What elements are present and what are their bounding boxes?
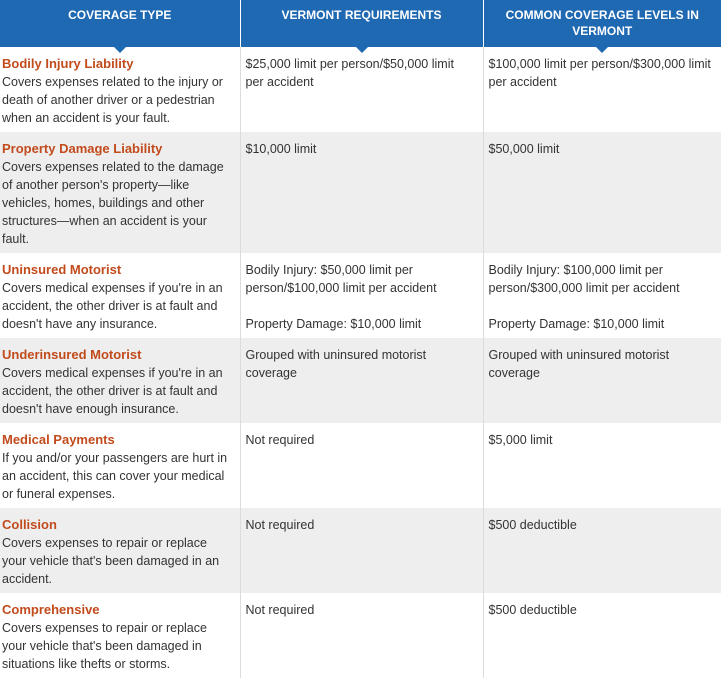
common-level-text: $100,000 limit per person/$300,000 limit per accident [488, 57, 711, 89]
table-row [0, 508, 721, 593]
table-row [0, 47, 721, 132]
header-vermont-requirements [240, 0, 483, 47]
requirement-cell [240, 253, 483, 338]
requirement-text: Grouped with uninsured motorist coverage [245, 348, 427, 380]
common-level-text: $50,000 limit [488, 142, 560, 156]
common-level-cell [483, 132, 721, 253]
header-pointer-icon [113, 46, 127, 53]
requirement-cell [240, 423, 483, 508]
coverage-cell [0, 423, 240, 508]
common-level-cell [483, 47, 721, 132]
table-row [0, 253, 721, 338]
coverage-cell [0, 508, 240, 593]
requirement-cell [240, 338, 483, 423]
header-common-levels [483, 0, 721, 47]
requirement-text: Not required [245, 518, 315, 532]
coverage-description: Covers expenses to repair or replace your vehicle that's been damaged in an accident. [2, 536, 220, 586]
common-level-cell [483, 253, 721, 338]
common-level-text: $500 deductible [488, 518, 577, 532]
table-row [0, 593, 721, 678]
header-coverage-type [0, 0, 240, 47]
common-level-cell [483, 508, 721, 593]
requirement-cell [240, 47, 483, 132]
common-level-text: $500 deductible [488, 603, 577, 617]
requirement-cell [240, 508, 483, 593]
requirement-cell [240, 132, 483, 253]
requirement-text: $10,000 limit [245, 142, 317, 156]
coverage-description: Covers expenses related to the damage of another person's property—like vehicles, homes, buildings and other structures—when an accident is your fault. [2, 160, 224, 246]
table-row [0, 132, 721, 253]
requirement-text: Not required [245, 433, 315, 447]
coverage-name: Medical Payments [2, 432, 115, 447]
common-level-text-secondary: Property Damage: $10,000 limit [488, 317, 665, 331]
coverage-cell [0, 338, 240, 423]
coverage-name: Bodily Injury Liability [2, 56, 134, 71]
header-vermont-requirements-label: VERMONT REQUIREMENTS [281, 8, 442, 22]
header-pointer-icon [595, 46, 609, 53]
coverage-description: If you and/or your passengers are hurt in an accident, this can cover your medical or funeral expenses. [2, 451, 228, 501]
common-level-text: Bodily Injury: $100,000 limit per person/$300,000 limit per accident [488, 263, 680, 295]
common-level-text: $5,000 limit [488, 433, 553, 447]
coverage-name: Underinsured Motorist [2, 347, 142, 362]
common-level-cell [483, 338, 721, 423]
coverage-cell [0, 593, 240, 678]
coverage-cell [0, 132, 240, 253]
common-level-cell [483, 423, 721, 508]
coverage-name: Uninsured Motorist [2, 262, 122, 277]
table-row [0, 338, 721, 423]
requirement-text: Not required [245, 603, 315, 617]
table-body [0, 47, 721, 678]
header-coverage-type-label: COVERAGE TYPE [68, 8, 172, 22]
coverage-description: Covers expenses related to the injury or death of another driver or a pedestrian when an accident is your fault. [2, 75, 223, 125]
header-common-levels-label: COMMON COVERAGE LEVELS IN VERMONT [505, 8, 699, 38]
header-row [0, 0, 721, 47]
coverage-description: Covers medical expenses if you're in an accident, the other driver is at fault and doesn't have any insurance. [2, 281, 223, 331]
common-level-text: Grouped with uninsured motorist coverage [488, 348, 670, 380]
coverage-description: Covers expenses to repair or replace your vehicle that's been damaged in situations like thefts or storms. [2, 621, 207, 671]
requirement-text-secondary: Property Damage: $10,000 limit [245, 317, 422, 331]
table-header [0, 0, 721, 47]
common-level-cell [483, 593, 721, 678]
header-pointer-icon [355, 46, 369, 53]
requirement-text: $25,000 limit per person/$50,000 limit per accident [245, 57, 454, 89]
coverage-cell [0, 253, 240, 338]
coverage-description: Covers medical expenses if you're in an accident, the other driver is at fault and doesn't have enough insurance. [2, 366, 223, 416]
requirement-cell [240, 593, 483, 678]
coverage-name: Collision [2, 517, 57, 532]
coverage-name: Property Damage Liability [2, 141, 163, 156]
table-row [0, 423, 721, 508]
coverage-cell [0, 47, 240, 132]
requirement-text: Bodily Injury: $50,000 limit per person/$100,000 limit per accident [245, 263, 437, 295]
coverage-name: Comprehensive [2, 602, 100, 617]
